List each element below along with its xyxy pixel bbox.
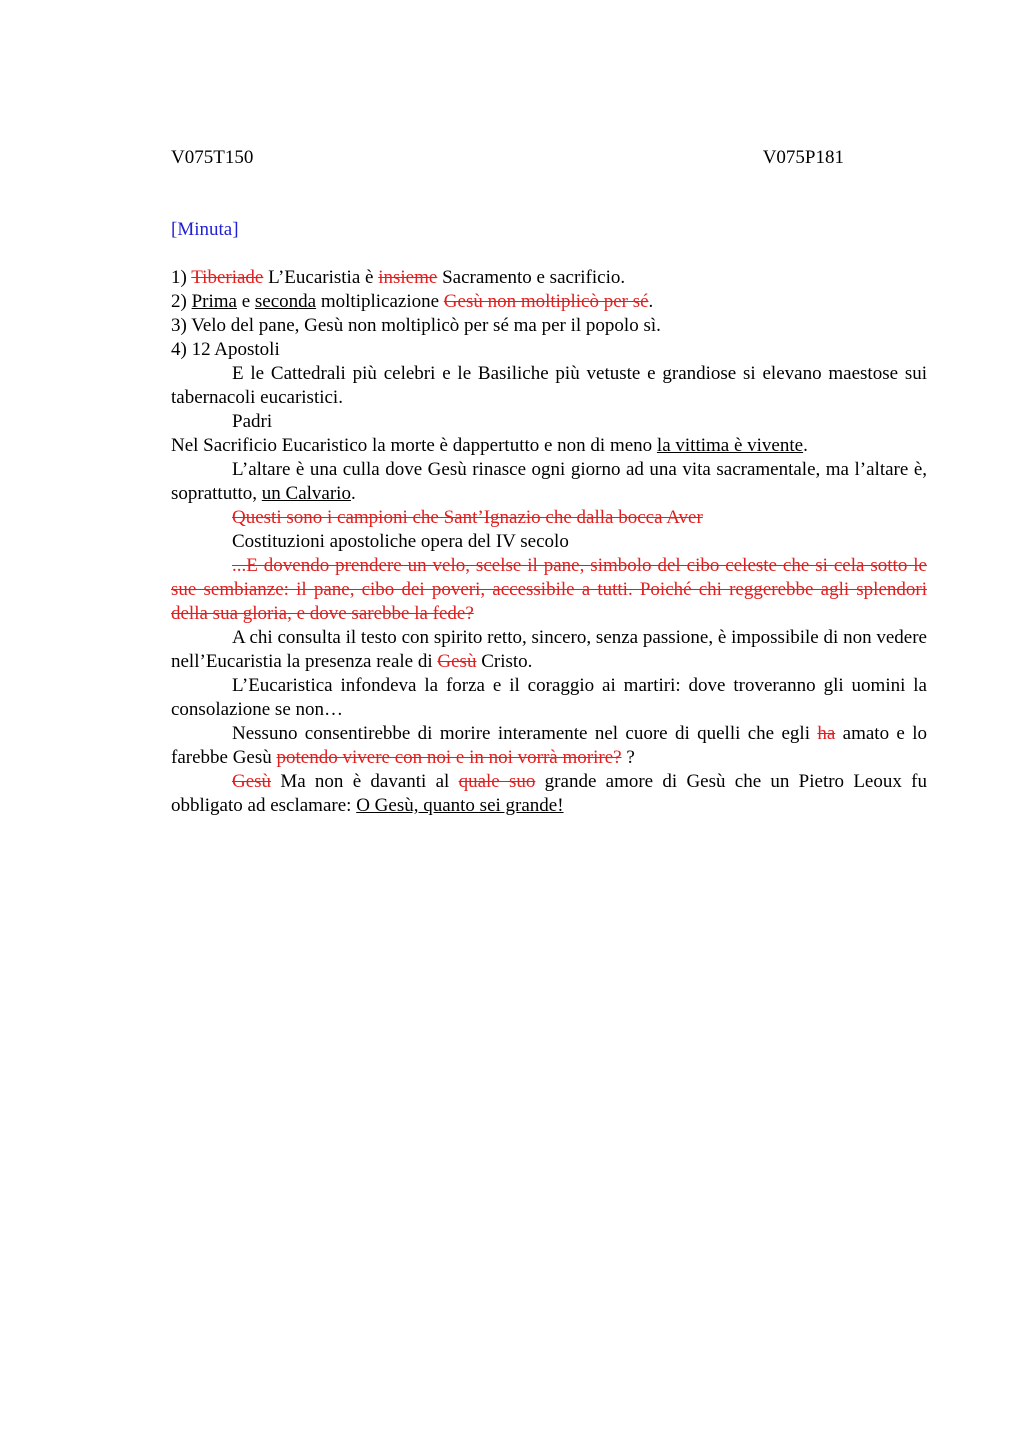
paragraph-sacrificio [171, 434, 927, 458]
underlined-text: O Gesù, quanto sei grande! [356, 795, 564, 816]
paragraph-martiri: L’Eucaristica infondeva la forza e il coraggio ai martiri: dove troveranno gli uomini la consolazione se non… [171, 675, 927, 720]
underlined-text: seconda [254, 291, 317, 312]
underlined-text: un Calvario [261, 483, 351, 504]
text-run: amato e lo farebbe Gesù [171, 723, 927, 768]
deleted-text: quale suo [458, 771, 536, 792]
text-run: . [803, 435, 808, 456]
text-run: Ma non è davanti al [271, 771, 459, 792]
text-run: moltiplicazione [316, 291, 444, 312]
underlined-text: la vittima è vivente [656, 435, 804, 456]
text-run: Sacramento e sacrificio. [437, 267, 626, 288]
text-run: grande amore di Gesù che un Pietro Leoux fu obbligato ad esclamare: [171, 771, 927, 816]
list-item-3: 3) Velo del pane, Gesù non moltiplicò per sé ma per il popolo sì. [171, 315, 661, 336]
deleted-text: Questi sono i campioni che Sant’Ignazio che dalla bocca Aver [232, 507, 703, 528]
text-run: L’altare è una culla dove Gesù rinasce ogni giorno ad una vita sacramentale, ma l’altare è, soprattutto, [171, 459, 927, 504]
text-run: Nel Sacrificio Eucaristico la morte è dappertutto e non di meno [171, 435, 657, 456]
deleted-text: Gesù [437, 651, 477, 672]
paragraph-leoux [171, 770, 927, 818]
list-item-4: 4) 12 Apostoli [171, 339, 280, 360]
text-run: . [350, 483, 356, 504]
paragraph-nessuno [171, 722, 927, 770]
list-item-1 [171, 266, 927, 290]
list-number: 1) [171, 267, 192, 288]
text-run: A chi consulta il testo con spirito retto, sincero, senza passione, è impossibile di non vedere nell’Eucaristia la presenza reale di [171, 627, 927, 672]
text-run: ? [621, 747, 635, 768]
list-number: 2) [171, 291, 192, 312]
paragraph-altare [171, 458, 927, 506]
minuta-label: [Minuta] [171, 219, 239, 240]
paragraph-costituzioni: Costituzioni apostoliche opera del IV secolo [232, 531, 569, 552]
text-run: e [236, 291, 255, 312]
text-run: . [648, 291, 654, 312]
deleted-text: insieme [378, 267, 438, 288]
deleted-text: potendo vivere con noi e in noi vorrà morire? [276, 747, 622, 768]
text-run: L’Eucaristia è [263, 267, 379, 288]
document-code-right: V075P181 [762, 147, 844, 168]
list-item-2 [171, 290, 927, 314]
text-run: Nessuno consentirebbe di morire interamente nel cuore di quelli che egli [232, 723, 818, 744]
document-code-left: V075T150 [171, 147, 254, 168]
underlined-text: Prima [191, 291, 237, 312]
deleted-text: ...E dovendo prendere un velo, scelse il pane, simbolo del cibo celeste che si cela sotto le sue sembianze: il pane, cibo dei poveri, accessibile a tutti. Poiché chi reggerebbe agli splendori della sua gloria, e dove sarebbe la fede? [171, 555, 927, 624]
paragraph-cattedrali: E le Cattedrali più celebri e le Basiliche più vetuste e grandiose si elevano maestose sui tabernacoli eucaristici. [171, 363, 927, 408]
deleted-text: Gesù non moltiplicò per sé [443, 291, 649, 312]
deleted-text: Tiberiade [191, 267, 264, 288]
paragraph-consulta [171, 626, 927, 674]
document-body [171, 266, 927, 818]
paragraph-campioni-deleted [171, 506, 927, 530]
deleted-text: Gesù [232, 771, 272, 792]
paragraph-padri: Padri [232, 411, 273, 432]
deleted-text: ha [817, 723, 836, 744]
paragraph-velo-deleted [171, 554, 927, 626]
text-run: Cristo. [476, 651, 533, 672]
